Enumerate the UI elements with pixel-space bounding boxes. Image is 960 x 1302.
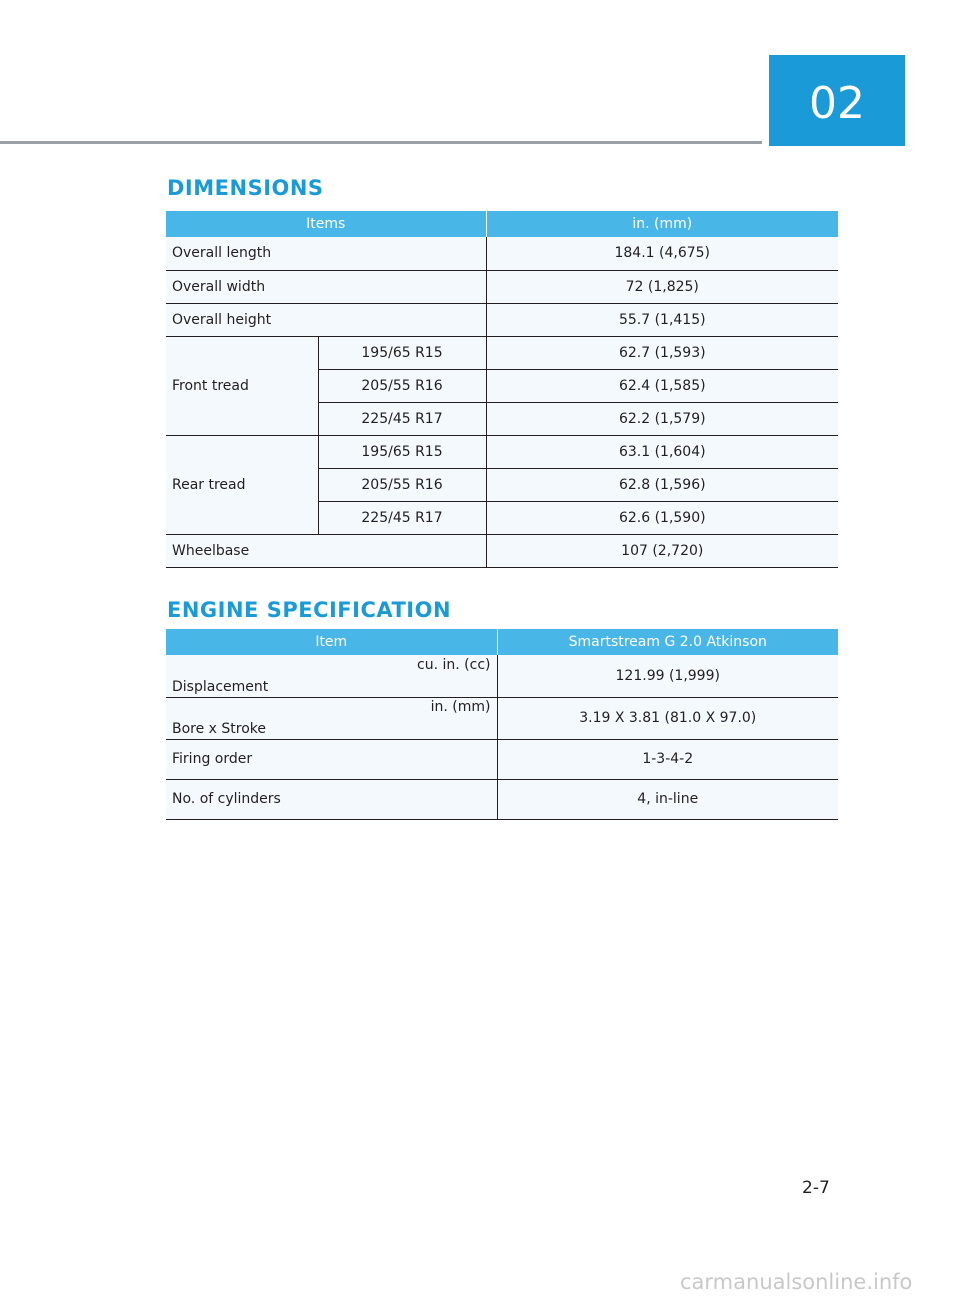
header-unit: in. (mm)	[486, 211, 838, 237]
tire-size: 195/65 R15	[318, 336, 486, 369]
table-row	[166, 534, 838, 567]
row-value: 62.4 (1,585)	[486, 369, 838, 402]
row-label: Rear tread	[166, 435, 318, 534]
row-value: 62.7 (1,593)	[486, 336, 838, 369]
row-label-cell	[166, 697, 497, 739]
table-row	[166, 697, 838, 739]
chapter-tab: 02	[769, 55, 905, 146]
watermark: carmanualsonline.info	[680, 1270, 913, 1294]
row-label: Front tread	[166, 336, 318, 435]
tire-size: 225/45 R17	[318, 402, 486, 435]
dimensions-table	[166, 211, 838, 568]
tire-size: 225/45 R17	[318, 501, 486, 534]
tire-size: 195/65 R15	[318, 435, 486, 468]
table-row	[166, 655, 838, 697]
table-row	[166, 435, 838, 468]
row-unit: cu. in. (cc)	[417, 656, 491, 673]
row-value: 1-3-4-2	[497, 739, 838, 779]
page-number: 2-7	[802, 1178, 830, 1198]
header-item: Item	[166, 629, 497, 655]
table-header-row	[166, 629, 838, 655]
engine-table	[166, 629, 838, 820]
row-value: 121.99 (1,999)	[497, 655, 838, 697]
engine-title: ENGINE SPECIFICATION	[167, 598, 452, 622]
table-header-row	[166, 211, 838, 237]
row-label: Bore x Stroke	[172, 721, 267, 737]
table-row	[166, 303, 838, 336]
tire-size: 205/55 R16	[318, 369, 486, 402]
row-label: Overall length	[166, 237, 486, 270]
tire-size: 205/55 R16	[318, 468, 486, 501]
row-label: Displacement	[172, 678, 269, 695]
row-value: 62.8 (1,596)	[486, 468, 838, 501]
row-label: Firing order	[166, 739, 497, 779]
row-label-cell	[166, 655, 497, 697]
row-label: Overall width	[166, 270, 486, 303]
dimensions-title: DIMENSIONS	[167, 176, 324, 200]
table-row	[166, 270, 838, 303]
row-label: Overall height	[166, 303, 486, 336]
row-value: 184.1 (4,675)	[486, 237, 838, 270]
row-value: 72 (1,825)	[486, 270, 838, 303]
row-value: 3.19 X 3.81 (81.0 X 97.0)	[497, 697, 838, 739]
header-rule	[0, 141, 762, 144]
row-value: 55.7 (1,415)	[486, 303, 838, 336]
header-items: Items	[166, 211, 486, 237]
table-row	[166, 739, 838, 779]
row-unit: in. (mm)	[430, 699, 491, 715]
table-row	[166, 336, 838, 369]
table-row	[166, 779, 838, 819]
row-label: No. of cylinders	[166, 779, 497, 819]
row-value: 4, in-line	[497, 779, 838, 819]
row-label: Wheelbase	[166, 534, 486, 567]
header-engine: Smartstream G 2.0 Atkinson	[497, 629, 838, 655]
row-value: 62.2 (1,579)	[486, 402, 838, 435]
row-value: 62.6 (1,590)	[486, 501, 838, 534]
row-value: 63.1 (1,604)	[486, 435, 838, 468]
row-value: 107 (2,720)	[486, 534, 838, 567]
table-row	[166, 237, 838, 270]
